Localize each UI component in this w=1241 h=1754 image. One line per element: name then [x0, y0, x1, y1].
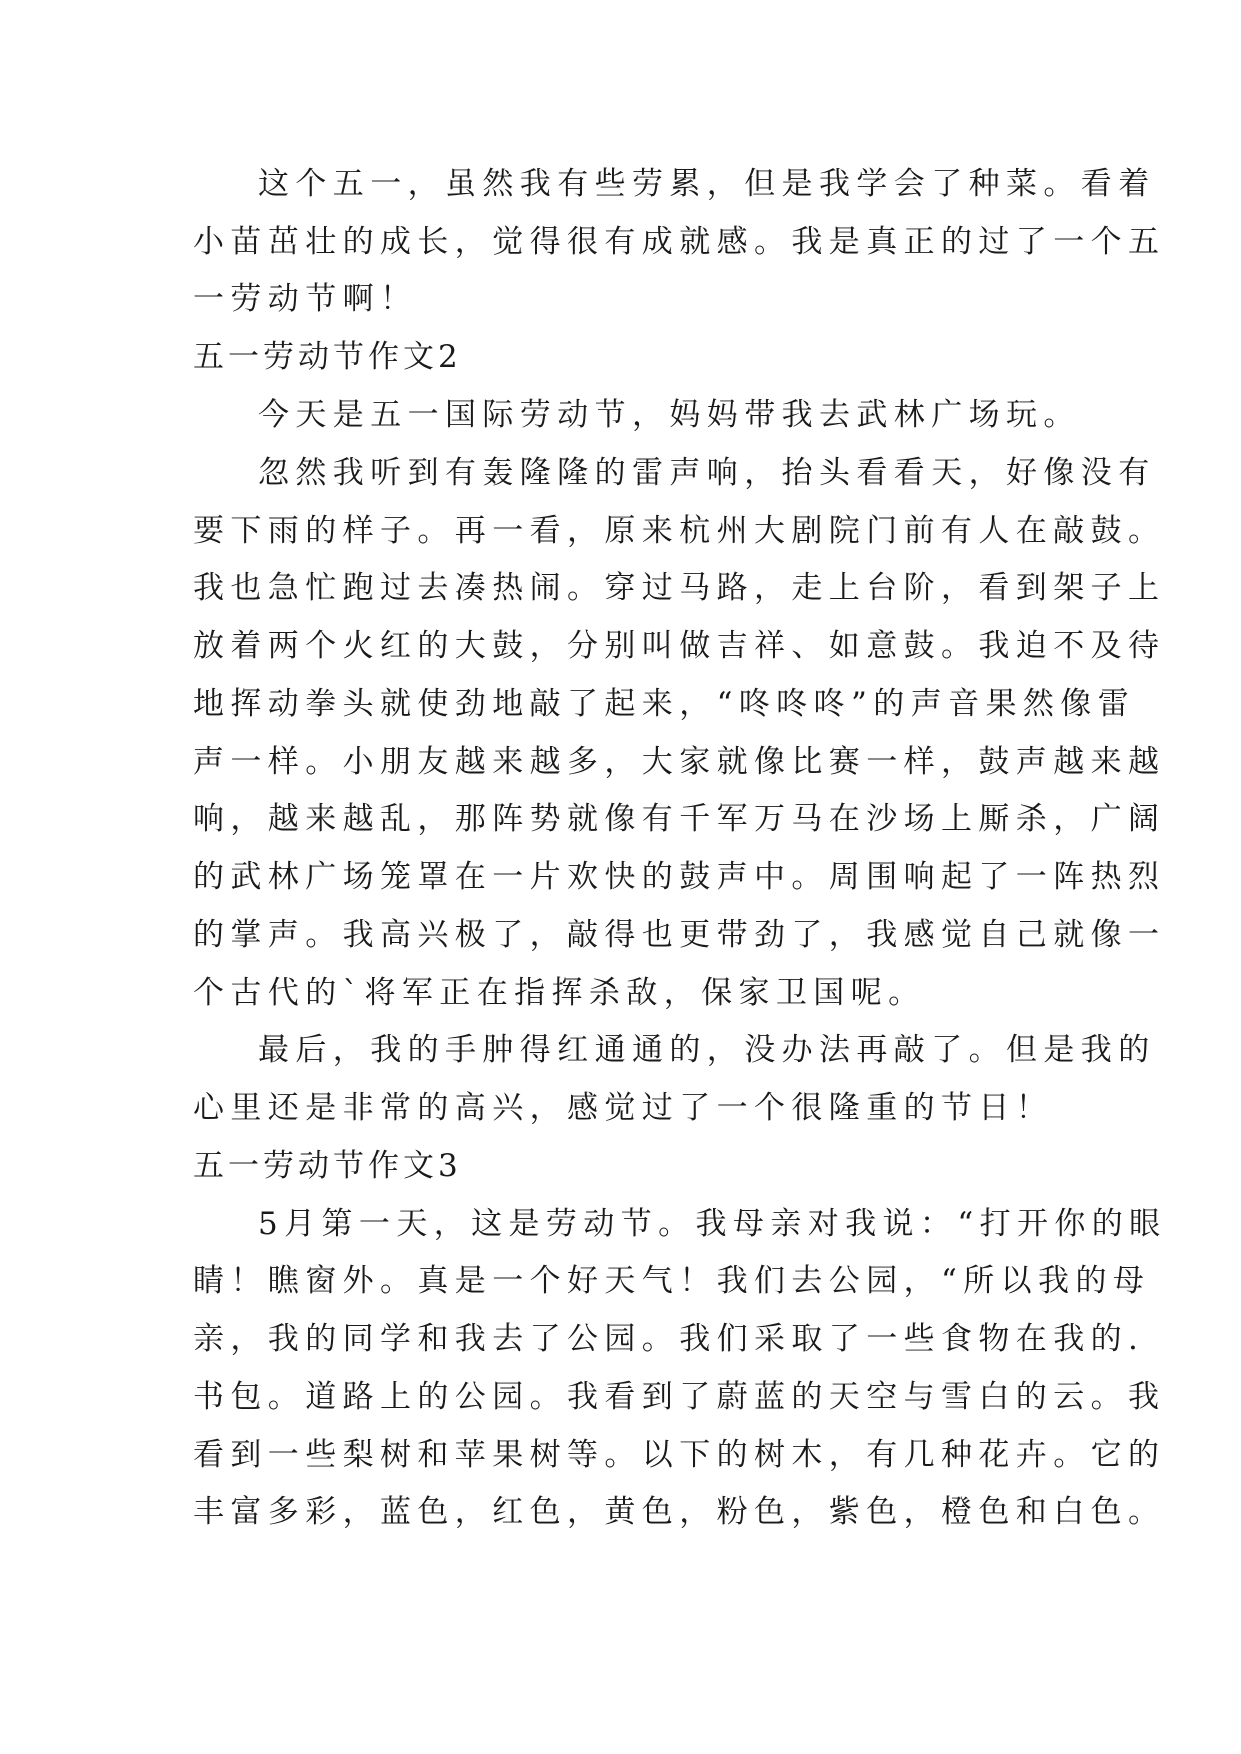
paragraph-line: 我也急忙跑过去凑热闹。穿过马路，走上台阶，看到架子上	[193, 570, 1166, 606]
paragraph-line: 这个五一，虽然我有些劳累，但是我学会了种菜。看着	[258, 166, 1156, 202]
paragraph-line: 忽然我听到有轰隆隆的雷声响，抬头看看天，好像没有	[258, 455, 1156, 491]
section-heading-3: 五一劳动节作文3	[193, 1148, 462, 1184]
paragraph-line: 的掌声。我高兴极了，敲得也更带劲了，我感觉自己就像一	[193, 917, 1166, 953]
paragraph-line: 地挥动拳头就使劲地敲了起来，“咚咚咚”的声音果然像雷	[193, 686, 1136, 722]
paragraph-line: 个古代的`将军正在指挥杀敌，保家卫国呢。	[193, 975, 926, 1011]
paragraph-line: 声一样。小朋友越来越多，大家就像比赛一样，鼓声越来越	[193, 744, 1166, 780]
paragraph-line: 心里还是非常的高兴，感觉过了一个很隆重的节日！	[193, 1090, 1054, 1126]
paragraph-line: 最后，我的手肿得红通通的，没办法再敲了。但是我的	[258, 1032, 1156, 1068]
paragraph-line: 亲，我的同学和我去了公园。我们采取了一些食物在我的.	[193, 1321, 1145, 1357]
paragraph-line: 今天是五一国际劳动节，妈妈带我去武林广场玩。	[258, 397, 1081, 433]
paragraph-line: 睛！瞧窗外。真是一个好天气！我们去公园，“所以我的母	[193, 1263, 1151, 1299]
section-heading-2: 五一劳动节作文2	[193, 339, 462, 375]
paragraph-line: 一劳动节啊！	[193, 281, 418, 317]
paragraph-line: 丰富多彩，蓝色，红色，黄色，粉色，紫色，橙色和白色。	[193, 1494, 1166, 1530]
paragraph-line: 书包。道路上的公园。我看到了蔚蓝的天空与雪白的云。我	[193, 1379, 1166, 1415]
paragraph-line: 放着两个火红的大鼓，分别叫做吉祥、如意鼓。我迫不及待	[193, 628, 1166, 664]
paragraph-line: 要下雨的样子。再一看，原来杭州大剧院门前有人在敲鼓。	[193, 513, 1166, 549]
paragraph-line: 5月第一天，这是劳动节。我母亲对我说：“打开你的眼	[258, 1206, 1167, 1242]
paragraph-line: 响，越来越乱，那阵势就像有千军万马在沙场上厮杀，广阔	[193, 801, 1166, 837]
paragraph-line: 看到一些梨树和苹果树等。以下的树木，有几种花卉。它的	[193, 1437, 1166, 1473]
paragraph-line: 小苗茁壮的成长，觉得很有成就感。我是真正的过了一个五	[193, 224, 1166, 260]
paragraph-line: 的武林广场笼罩在一片欢快的鼓声中。周围响起了一阵热烈	[193, 859, 1166, 895]
